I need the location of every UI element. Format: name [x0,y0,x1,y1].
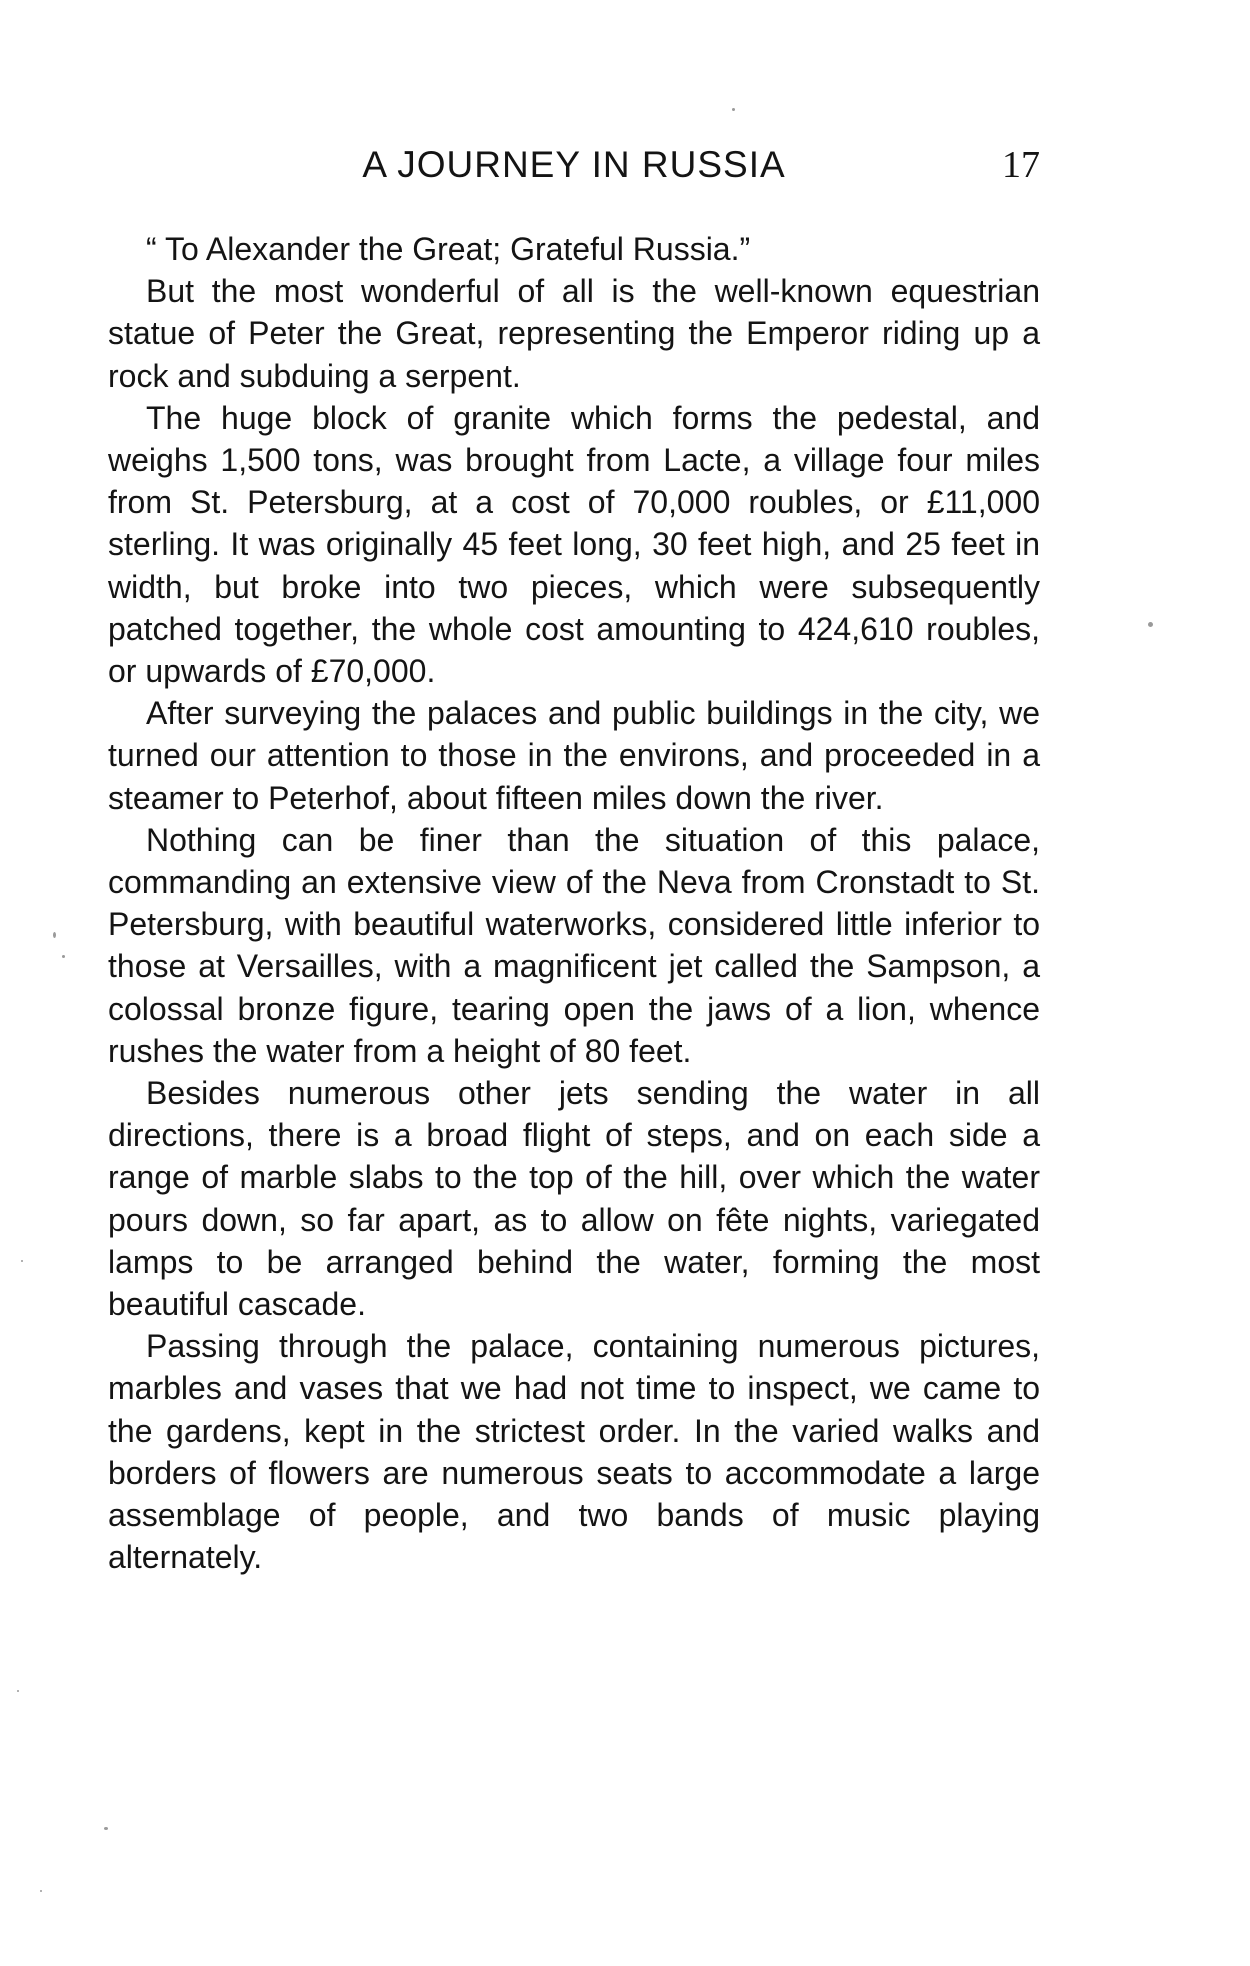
scan-speck [21,1260,23,1262]
scan-speck [53,932,56,938]
scan-speck [732,108,735,111]
paragraph-pedestal: The huge block of granite which forms the pedestal, and weighs 1,500 tons, was brought from Lacte, a village four miles from St. Petersburg, at a cost of 70,000 roubles, or £11,000 sterling. It was originally 45 feet long, 30 feet high, and 25 feet in width, but broke into two pieces, which were subsequently patched together, the whole cost amounting to 424,610 roubles, or upwards of £70,000. [108,399,1040,690]
paragraph-cascade: Besides numerous other jets sending the water in all directions, there is a broad flight of steps, and on each side a range of marble slabs to the top of the hill, over which the water pours down, so far apart, as to allow on fête nights, variegated lamps to be arranged behind the water, forming the most beautiful cascade. [108,1075,1040,1323]
paragraph-statue: But the most wonderful of all is the well-known equestrian statue of Peter the Great, representing the Emperor riding up a rock and subduing a serpent. [108,273,1040,394]
scan-speck [40,1890,42,1892]
scan-speck [1148,622,1153,627]
body-text [108,228,1040,1579]
page-number: 17 [1002,144,1040,186]
paragraph-peterhof: Nothing can be finer than the situation of this palace, commanding an extensive view of the Neva from Cronstadt to St. Petersburg, with beautiful waterworks, considered little inferior to those at Versailles, with a magnificent jet called the Sampson, a colossal bronze figure, tearing open the jaws of a lion, whence rushes the water from a height of 80 feet. [108,821,1040,1069]
scan-speck [17,1690,19,1692]
paragraph-gardens: Passing through the palace, containing numerous pictures, marbles and vases that we had not time to inspect, we came to the gardens, kept in the strictest order. In the varied walks and borders of flowers are numerous seats to accommodate a large assemblage of people, and two bands of music playing alternately. [108,1328,1040,1576]
scan-speck [104,1827,108,1830]
paragraph-environs: After surveying the palaces and public buildings in the city, we turned our attention to those in the environs, and proceeded in a steamer to Peterhof, about fifteen miles down the river. [108,695,1040,816]
running-head [108,140,1040,190]
running-title: A JOURNEY IN RUSSIA [362,144,786,185]
paragraph-inscription: “ To Alexander the Great; Grateful Russia.” [146,231,751,267]
scan-speck [62,955,65,958]
